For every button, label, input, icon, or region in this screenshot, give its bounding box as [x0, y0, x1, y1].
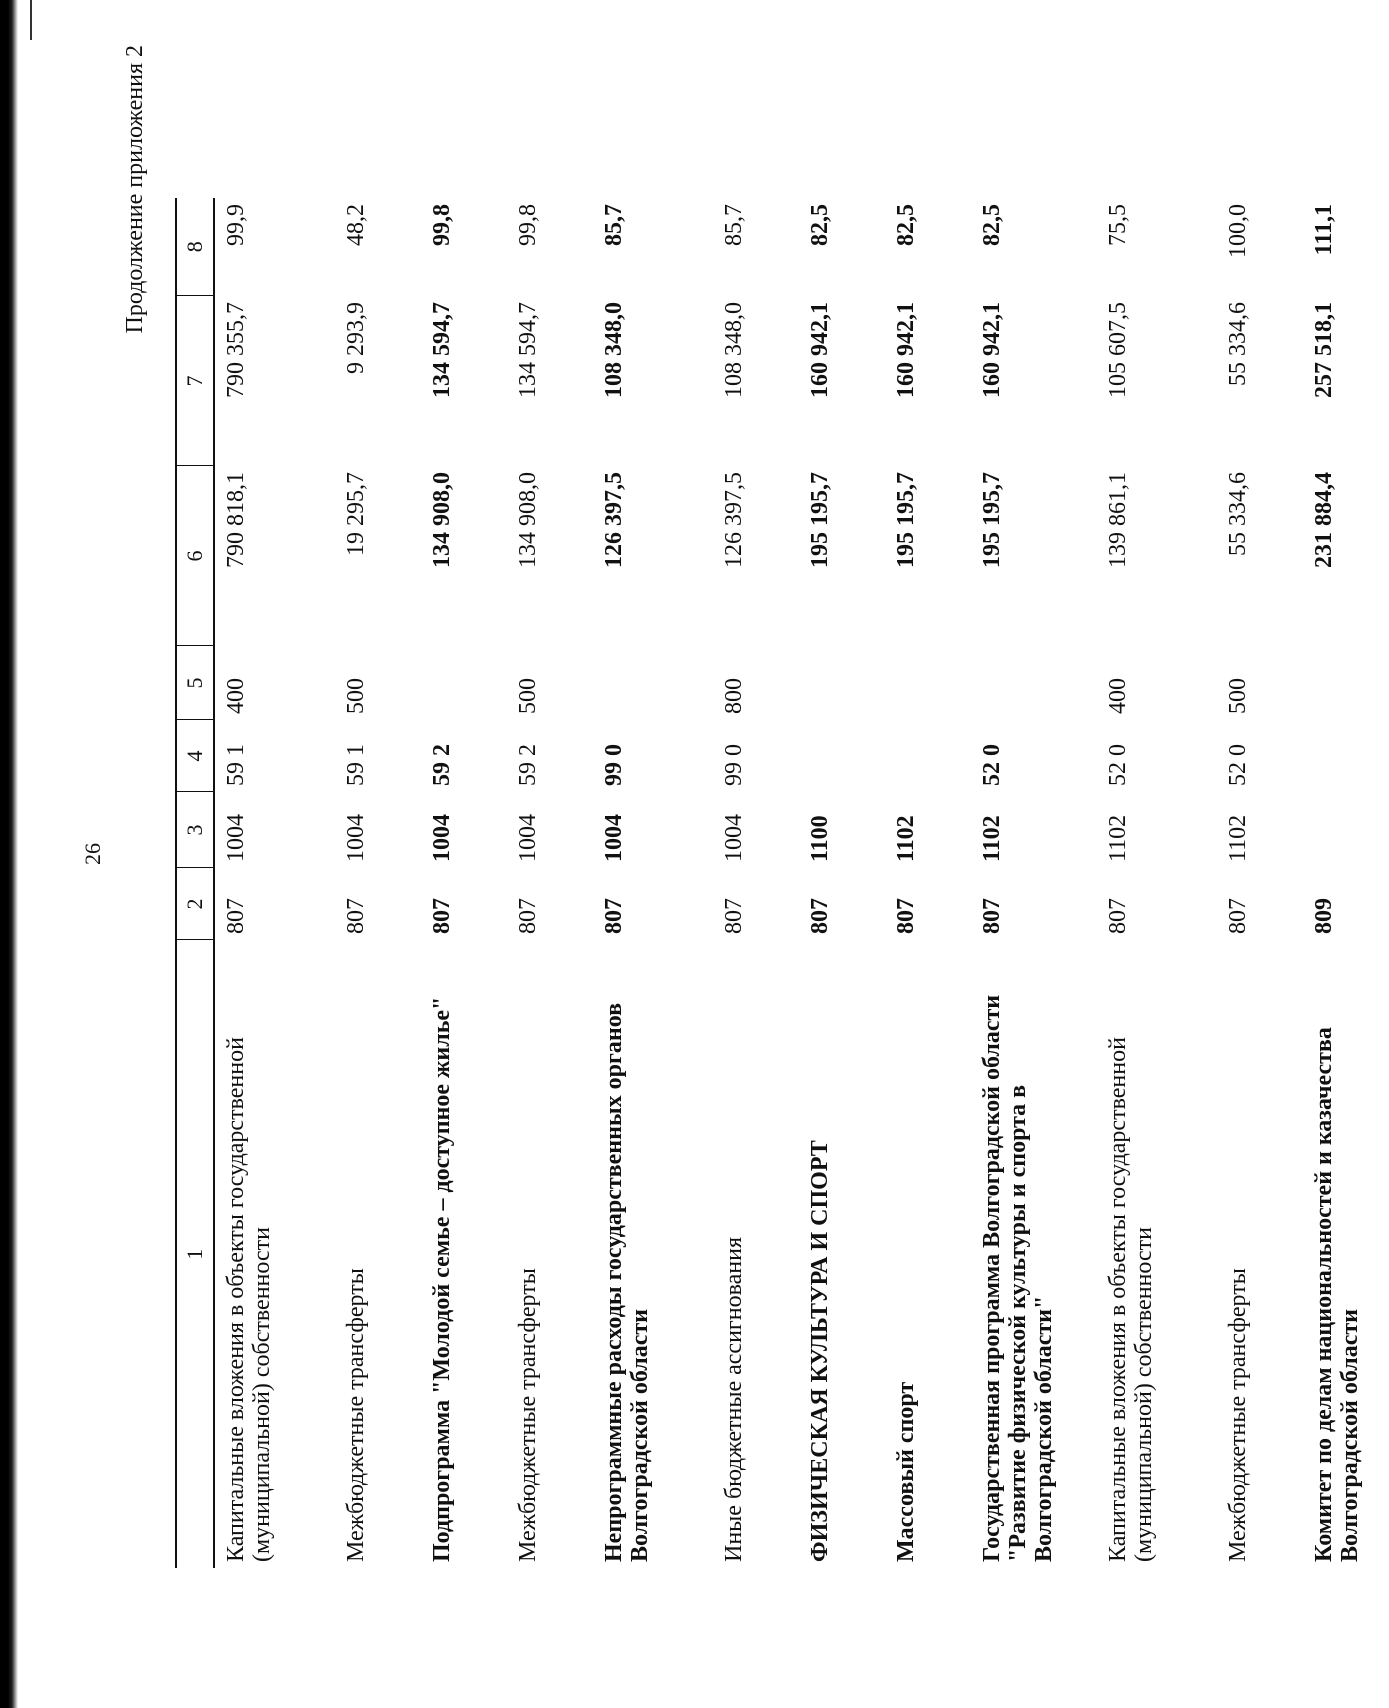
cell-c5 [971, 646, 1097, 720]
row-label: Межбюджетные трансферты [515, 1268, 541, 1562]
cell-c3 [1303, 792, 1389, 868]
cell-c8: 82,5 [807, 204, 833, 246]
cell-c3: 1102 [1105, 814, 1131, 862]
cell-c4: 99 0 [721, 744, 747, 786]
column-header: 6 [176, 466, 214, 646]
cell-c7: 257 518,1 [1311, 302, 1337, 398]
cell-c2: 807 [979, 898, 1005, 934]
cell-c5 [885, 646, 971, 720]
cell-c2: 807 [601, 898, 627, 934]
cell-c2: 807 [1225, 898, 1251, 934]
cell-c5 [799, 646, 885, 720]
table-row [1097, 198, 1217, 1568]
cell-c8: 99,8 [429, 204, 455, 246]
cell-c6: 195 195,7 [807, 472, 833, 568]
cell-c4: 59 1 [343, 744, 369, 786]
cell-c2: 809 [1311, 898, 1337, 934]
table-body [214, 198, 1389, 1568]
cell-c6: 134 908,0 [515, 472, 541, 568]
table-row [507, 198, 593, 1568]
cell-c2: 807 [893, 898, 919, 934]
table-row [1303, 198, 1389, 1568]
cell-c6: 126 397,5 [601, 472, 627, 568]
table-row [421, 198, 507, 1568]
cell-c4 [885, 720, 971, 792]
cell-c7: 160 942,1 [893, 302, 919, 398]
table-row [335, 198, 421, 1568]
row-label: Массовый спорт [893, 1381, 919, 1562]
cell-c4 [799, 720, 885, 792]
cell-c6: 126 397,5 [721, 472, 747, 568]
row-label: ФИЗИЧЕСКАЯ КУЛЬТУРА И СПОРТ [807, 1140, 833, 1562]
cell-c5 [593, 646, 713, 720]
column-header: 1 [176, 940, 214, 1568]
cell-c4: 99 0 [601, 744, 627, 786]
cell-c8: 99,8 [515, 204, 541, 246]
cell-c6: 19 295,7 [343, 472, 369, 556]
table-row [593, 198, 713, 1568]
cell-c7: 105 607,5 [1105, 302, 1131, 398]
cell-c3: 1004 [343, 814, 369, 862]
cell-c5: 400 [1105, 678, 1131, 714]
cell-c3: 1004 [515, 814, 541, 862]
table-row [214, 198, 335, 1568]
cell-c8: 82,5 [979, 204, 1005, 246]
cell-c8: 85,7 [601, 204, 627, 246]
cell-c7: 160 942,1 [979, 302, 1005, 398]
cell-c5: 500 [343, 678, 369, 714]
cell-c4: 52 0 [979, 744, 1005, 786]
cell-c7: 134 594,7 [515, 302, 541, 398]
table-row [971, 198, 1097, 1568]
cell-c2: 807 [1105, 898, 1131, 934]
appendix-caption: Продолжение приложения 2 [122, 45, 148, 334]
cell-c4: 59 1 [223, 744, 249, 786]
cell-c6: 195 195,7 [893, 472, 919, 568]
column-header: 5 [176, 646, 214, 720]
column-header: 8 [176, 198, 214, 296]
cell-c8: 75,5 [1105, 204, 1131, 246]
cell-c6: 139 861,1 [1105, 472, 1131, 568]
cell-c8: 82,5 [893, 204, 919, 246]
cell-c3: 1004 [429, 814, 455, 862]
row-label: Межбюджетные трансферты [1225, 1268, 1251, 1562]
column-header: 4 [176, 720, 214, 792]
cell-c6: 231 884,4 [1311, 472, 1337, 568]
cell-c5 [421, 646, 507, 720]
cell-c5: 500 [1225, 678, 1251, 714]
cell-c5: 400 [223, 678, 249, 714]
cell-c3: 1102 [893, 815, 919, 862]
cell-c3: 1102 [979, 815, 1005, 862]
cell-c5: 800 [721, 678, 747, 714]
row-label: Государственная программа Волгоградской области "Развитие физической культуры и спорта в Волгоградской области" [979, 994, 1057, 1562]
cell-c4: 59 2 [429, 744, 455, 786]
cell-c7: 790 355,7 [223, 302, 249, 398]
row-label: Подпрограмма "Молодой семье – доступное жилье" [429, 996, 455, 1562]
cell-c6: 790 818,1 [223, 472, 249, 568]
cell-c8: 99,9 [223, 204, 249, 246]
cell-c3: 1100 [807, 815, 833, 862]
cell-c8: 85,7 [721, 204, 747, 246]
cell-c3: 1004 [601, 814, 627, 862]
table-row [799, 198, 885, 1568]
table-row [713, 198, 799, 1568]
column-header: 2 [176, 868, 214, 940]
cell-c3: 1004 [721, 814, 747, 862]
table-row [1217, 198, 1303, 1568]
cell-c5: 500 [515, 678, 541, 714]
cell-c2: 807 [429, 898, 455, 934]
cell-c2: 807 [807, 898, 833, 934]
cell-c8: 100,0 [1225, 204, 1251, 258]
cell-c3: 1004 [223, 814, 249, 862]
column-header: 3 [176, 792, 214, 868]
cell-c2: 807 [515, 898, 541, 934]
cell-c8: 48,2 [343, 204, 369, 246]
cell-c2: 807 [343, 898, 369, 934]
cell-c6: 55 334,6 [1225, 472, 1251, 556]
table-header-row [176, 198, 214, 1568]
cell-c4: 52 0 [1105, 744, 1131, 786]
cell-c7: 134 594,7 [429, 302, 455, 398]
cell-c7: 160 942,1 [807, 302, 833, 398]
cell-c6: 134 908,0 [429, 472, 455, 568]
cell-c3: 1102 [1225, 814, 1251, 862]
cell-c7: 108 348,0 [721, 302, 747, 398]
table-row [885, 198, 971, 1568]
row-label: Комитет по делам национальностей и казачества Волгоградской области [1311, 1027, 1363, 1562]
cell-c7: 108 348,0 [601, 302, 627, 398]
page-number: 26 [80, 843, 105, 865]
row-label: Капитальные вложения в объекты государственной (муниципальной) собственности [223, 1037, 275, 1562]
cell-c2: 807 [721, 898, 747, 934]
row-label: Непрограммные расходы государственных органов Волгоградской области [601, 1002, 653, 1562]
row-label: Межбюджетные трансферты [343, 1268, 369, 1562]
row-label: Иные бюджетные ассигнования [721, 1237, 747, 1562]
row-label: Капитальные вложения в объекты государственной (муниципальной) собственности [1105, 1037, 1157, 1562]
column-header: 7 [176, 296, 214, 466]
cell-c2: 807 [223, 898, 249, 934]
cell-c4: 52 0 [1225, 744, 1251, 786]
budget-table [175, 198, 1389, 1568]
cell-c4 [1303, 720, 1389, 792]
cell-c5 [1303, 646, 1389, 720]
cell-c6: 195 195,7 [979, 472, 1005, 568]
cell-c8: 111,1 [1311, 204, 1337, 256]
cell-c7: 55 334,6 [1225, 302, 1251, 386]
cell-c4: 59 2 [515, 744, 541, 786]
cell-c7: 9 293,9 [343, 302, 369, 374]
